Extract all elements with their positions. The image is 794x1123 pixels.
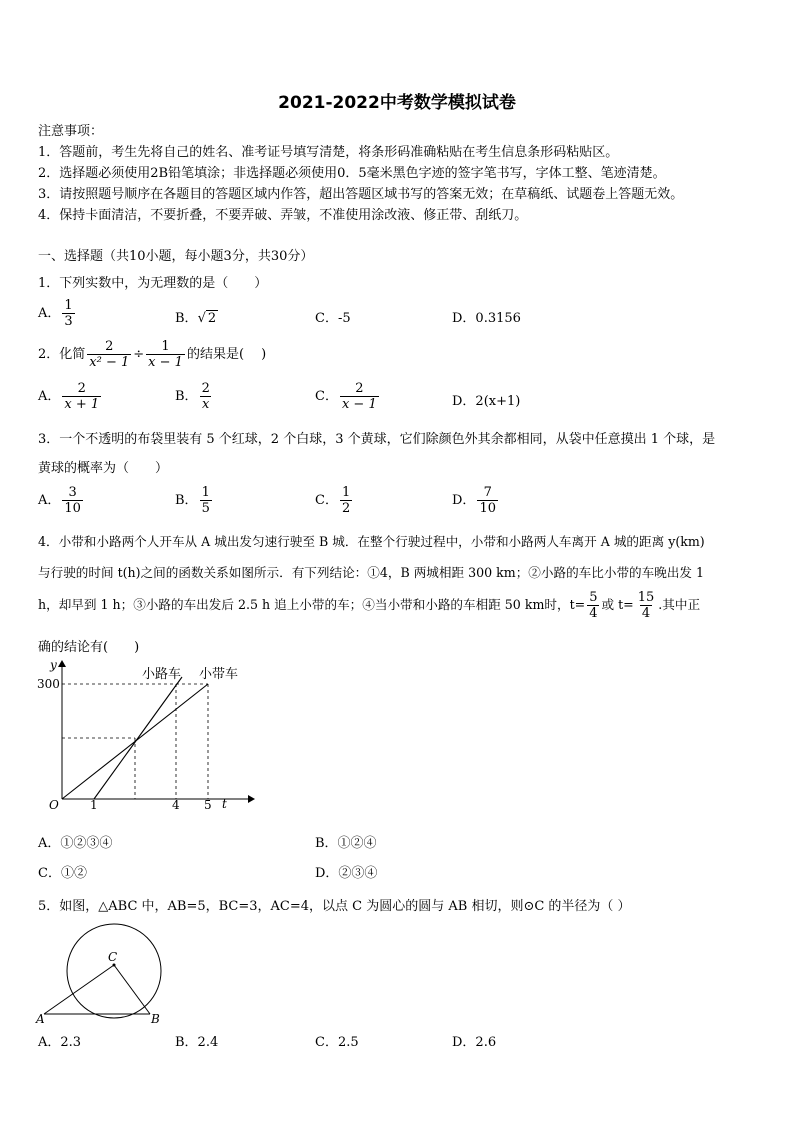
q4-option-a: A．①②③④ (38, 836, 113, 851)
note-item-3: 3．请按照题号顺序在各题目的答题区域内作答，超出答题区域书写的答案无效；在草稿纸、试题卷上答题无效。 (38, 187, 684, 202)
q3-option-d: D． $\frac{7}{10}$ (452, 485, 496, 516)
segment-ac (44, 965, 114, 1014)
q1-option-d: D．0.3156 (452, 311, 521, 326)
label-xiaodai: 小带车 (199, 667, 239, 682)
segment-bc (114, 965, 150, 1014)
t-axis-label: t (222, 797, 227, 811)
line-xiaolu (94, 677, 182, 799)
q4-graph (32, 657, 262, 817)
note-item-1: 1．答题前，考生先将自己的姓名、准考证号填写清楚，将条形码准确粘贴在考生信息条形码粘贴区。 (38, 145, 619, 160)
t-tick-4: 4 (172, 798, 180, 812)
q3-line-2: 黄球的概率为（ ） (38, 461, 169, 476)
q2-stem: 2．化简 $\frac{2}{\text{x² − 1}}$ ÷ $\frac{1}{x - 1}$ 的结果是( ) (38, 339, 267, 370)
label-b: B (151, 1012, 160, 1026)
q4-option-c: C．①② (38, 866, 87, 881)
q5-option-a: A．2.3 (38, 1035, 82, 1050)
label-a: A (36, 1012, 45, 1026)
label-xiaolu: 小路车 (142, 667, 182, 682)
q1-stem: 1．下列实数中，为无理数的是（ ） (38, 276, 268, 291)
q2-option-a: A． $\frac{2}{x + 1}$ (38, 381, 100, 412)
q3-option-a: A． $\frac{3}{10}$ (38, 485, 81, 516)
q4-line-3: h，却早到 1 h；③小路的车出发后 2.5 h 追上小带的车；④当小带和小路的车相距 50 km时，t= $\frac{5}{4}$ 或 t= $\frac{15}{4}$ .其中正 (38, 590, 701, 621)
note-item-2: 2．选择题必须使用2B铅笔填涂；非选择题必须使用0．5毫米黑色字迹的签字笔书写，字体工整、笔迹清楚。 (38, 166, 666, 181)
circle-c (67, 924, 161, 1018)
q5-option-c: C．2.5 (315, 1035, 359, 1050)
q5-stem: 5．如图，△ABC 中，AB=5，BC=3，AC=4，以点 C 为圆心的圆与 AB 相切，则⊙C 的半径为（ ） (38, 899, 631, 914)
section-heading: 一、选择题（共10小题，每小题3分，共30分） (38, 249, 314, 264)
q5-option-d: D．2.6 (452, 1035, 497, 1050)
q4-line-4: 确的结论有( ) (38, 640, 140, 655)
q4-line-1: 4．小带和小路两个人开车从 A 城出发匀速行驶至 B 城．在整个行驶过程中，小带和小路两人车离开 A 城的距离 y(km) (38, 534, 705, 549)
q2-option-d: D．2(x+1) (452, 394, 521, 409)
q4-line-2: 与行驶的时间 t(h)之间的函数关系如图所示．有下列结论：①4，B 两城相距 300 km；②小路的车比小带的车晚出发 1 (38, 565, 705, 580)
q1-option-c: C．-5 (315, 311, 351, 326)
q4-option-d: D．②③④ (315, 866, 378, 881)
q2-option-c: C． $\frac{2}{x - 1}$ (315, 381, 377, 412)
y-tick-300: 300 (37, 677, 60, 691)
t-tick-1: 1 (90, 798, 98, 812)
q4-option-b: B．①②④ (315, 836, 377, 851)
page-title: 2021-2022中考数学模拟试卷 (278, 93, 516, 113)
q1-option-b: B．√ 2 (175, 311, 217, 326)
q3-option-c: C． $\frac{1}{2}$ (315, 485, 351, 516)
q3-option-b: B． $\frac{1}{5}$ (175, 485, 210, 516)
t-tick-5: 5 (204, 798, 212, 812)
label-c: C (108, 950, 118, 964)
y-axis-label: y (50, 658, 57, 672)
q2-option-b: B． $\frac{2}{x}$ (175, 381, 210, 412)
origin-label: O (49, 798, 59, 812)
note-item-4: 4．保持卡面清洁，不要折叠，不要弄破、弄皱，不准使用涂改液、修正带、刮纸刀。 (38, 208, 528, 223)
q1-option-a: A． $\frac{1}{3}$ (38, 298, 73, 329)
q5-option-b: B．2.4 (175, 1035, 219, 1050)
q3-line-1: 3．一个不透明的布袋里装有 5 个红球，2 个白球，3 个黄球，它们除颜色外其余都相同，从袋中任意摸出 1 个球，是 (38, 432, 716, 447)
notes-heading: 注意事项： (38, 124, 104, 139)
q5-figure (34, 915, 174, 1027)
